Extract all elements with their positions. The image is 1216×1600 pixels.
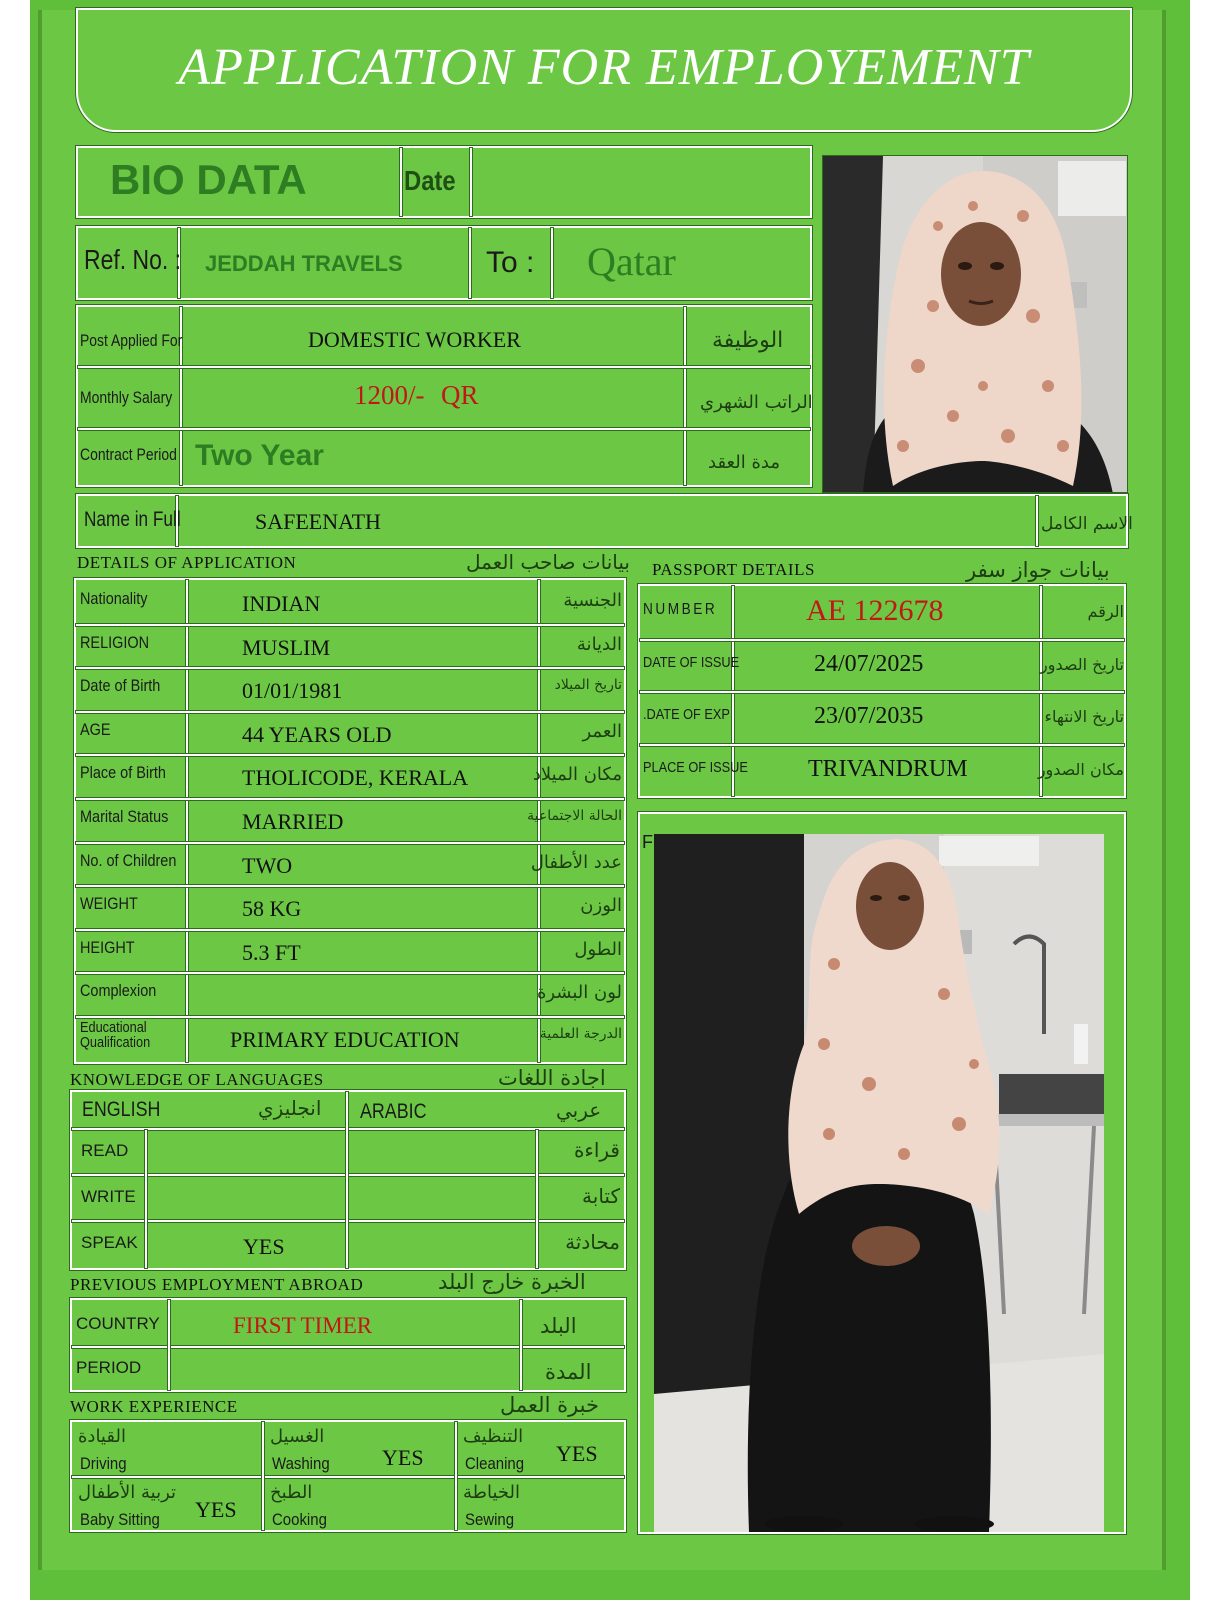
application-field-value: 58 KG <box>242 896 302 922</box>
language-english-value: YES <box>243 1234 285 1259</box>
divider <box>76 885 624 887</box>
divider <box>346 1092 348 1268</box>
divider <box>76 972 624 974</box>
post-value: DOMESTIC WORKER <box>308 327 521 352</box>
application-field-value: INDIAN <box>242 591 321 616</box>
divider <box>72 1346 624 1348</box>
divider <box>551 228 553 298</box>
english-label-ar: انجليزي <box>258 1096 322 1120</box>
application-field-label: RELIGION <box>80 632 150 652</box>
divider <box>72 1476 624 1478</box>
passport-field-label: PLACE OF ISSUE <box>643 758 748 776</box>
post-label-ar: الوظيفة <box>712 328 784 353</box>
divider <box>76 842 624 844</box>
to-label: To : <box>486 246 535 279</box>
language-skill-label-ar: كتابة <box>582 1184 620 1208</box>
divider <box>640 744 1124 746</box>
application-field-label-ar: تاريخ الميلاد <box>554 677 622 694</box>
application-field-value: 44 YEARS OLD <box>242 721 392 747</box>
application-field-value: PRIMARY EDUCATION <box>230 1027 460 1052</box>
divider <box>72 1174 624 1176</box>
application-field-label: Nationality <box>80 589 148 608</box>
salary-label-ar: الراتب الشهري <box>700 392 813 413</box>
application-field-label-ar: لون البشرة <box>536 982 622 1004</box>
passport-field-label: NUMBER <box>643 601 718 618</box>
work-skill-label-ar: تربية الأطفال <box>78 1482 177 1503</box>
date-label: Date <box>404 165 456 196</box>
passport-field-label-ar: تاريخ الصدور <box>1040 654 1124 674</box>
language-skill-label-ar: محادثة <box>565 1230 620 1254</box>
divider <box>72 1128 624 1130</box>
application-field-label-ar: العمر <box>582 720 622 742</box>
application-field-label: AGE <box>80 719 111 739</box>
application-field-label-ar: الجنسية <box>563 590 622 611</box>
work-skill-label-ar: الخياطة <box>463 1482 520 1503</box>
languages-heading: KNOWLEDGE OF LANGUAGES <box>70 1070 324 1089</box>
arabic-label: ARABIC <box>360 1100 427 1123</box>
divider <box>76 624 624 626</box>
application-field-value: TWO <box>242 852 293 878</box>
salary-amount: 1200/- <box>354 380 425 410</box>
passport-field-value: 24/07/2025 <box>814 650 924 677</box>
work-skill-value: YES <box>556 1441 598 1466</box>
divider <box>684 307 686 485</box>
divider <box>76 929 624 931</box>
period-label: PERIOD <box>76 1358 142 1377</box>
divider <box>76 667 624 669</box>
application-field-label-ar: عدد الأطفال <box>530 851 622 873</box>
salary-currency: QR <box>441 380 479 410</box>
period-label-ar: المدة <box>545 1360 592 1384</box>
work-experience-heading: WORK EXPERIENCE <box>70 1397 238 1416</box>
divider <box>470 148 472 216</box>
contract-label-ar: مدة العقد <box>708 452 780 473</box>
country-label-ar: البلد <box>540 1314 577 1338</box>
application-field-value: 5.3 FT <box>242 939 301 965</box>
passport-field-value: TRIVANDRUM <box>808 755 968 782</box>
application-field-label: Marital Status <box>80 807 169 826</box>
divider <box>168 1300 170 1390</box>
divider <box>78 428 810 430</box>
work-skill-label: Cooking <box>272 1510 327 1529</box>
to-value: Qatar <box>587 239 676 284</box>
divider <box>76 1016 624 1018</box>
work-skill-label: Sewing <box>465 1510 515 1529</box>
work-skill-label-ar: التنظيف <box>463 1426 524 1447</box>
languages-heading-ar: اجادة اللغات <box>498 1066 606 1090</box>
work-experience-heading-ar: خبرة العمل <box>500 1393 599 1417</box>
application-field-label-ar: الوزن <box>580 895 622 917</box>
date-field[interactable] <box>476 168 806 198</box>
application-field-value: THOLICODE, KERALA <box>242 765 469 791</box>
ref-box <box>76 226 812 300</box>
divider <box>1036 496 1038 546</box>
divider <box>640 691 1124 693</box>
application-field-label: HEIGHT <box>80 937 135 957</box>
divider <box>145 1130 147 1268</box>
work-skill-value: YES <box>195 1497 237 1522</box>
language-skill-label: SPEAK <box>81 1233 138 1252</box>
divider <box>455 1422 457 1530</box>
divider <box>536 1130 538 1268</box>
application-field-label: No. of Children <box>80 850 177 870</box>
work-skill-label-ar: الطبخ <box>270 1482 313 1503</box>
name-label: Name in Full <box>84 508 181 531</box>
application-field-label-ar: الديانة <box>576 633 622 655</box>
passport-field-label-ar: تاريخ الانتهاء <box>1044 707 1124 726</box>
application-field-label-ar: الحالة الاجتماعية <box>527 808 622 824</box>
passport-heading: PASSPORT DETAILS <box>652 560 815 579</box>
divider <box>640 639 1124 641</box>
name-label-ar: الاسم الكامل <box>1041 514 1133 534</box>
passport-field-label-ar: مكان الصدور <box>1037 759 1124 779</box>
work-skill-label-ar: القيادة <box>78 1426 126 1447</box>
salary-label: Monthly Salary <box>80 388 173 407</box>
ref-label: Ref. No. : <box>84 244 181 275</box>
application-field-value: MUSLIM <box>242 634 331 660</box>
name-value: SAFEENATH <box>255 509 381 534</box>
passport-field-value: 23/07/2035 <box>814 703 924 729</box>
divider <box>72 1220 624 1222</box>
language-skill-label: READ <box>81 1141 129 1160</box>
passport-field-label: DATE OF ISSUE <box>643 653 740 671</box>
application-field-label: Complexion <box>80 981 157 1001</box>
form-title: APPLICATION FOR EMPLOYEMENT <box>178 39 1030 96</box>
bio-data-label: BIO DATA <box>110 156 307 203</box>
work-skill-label-ar: الغسيل <box>270 1426 325 1447</box>
work-skill-label: Baby Sitting <box>80 1510 160 1529</box>
work-skill-label: Driving <box>80 1454 127 1473</box>
application-field-label: Place of Birth <box>80 763 166 783</box>
application-field-value: 01/01/1981 <box>242 678 343 704</box>
previous-employment-heading: PREVIOUS EMPLOYMENT ABROAD <box>70 1275 364 1294</box>
divider <box>520 1300 522 1390</box>
divider <box>76 711 624 713</box>
application-field-label: Date of Birth <box>80 676 161 696</box>
applicant-photo-full <box>654 834 1104 1532</box>
passport-heading-ar: بيانات جواز سفر <box>966 558 1110 582</box>
application-field-label: WEIGHT <box>80 894 138 914</box>
work-skill-label: Washing <box>272 1454 330 1473</box>
application-field-label-ar: الدرجة العلمية <box>539 1026 622 1042</box>
country-value: FIRST TIMER <box>233 1313 373 1338</box>
divider <box>78 366 810 368</box>
divider <box>469 228 471 298</box>
arabic-label-ar: عربي <box>556 1098 602 1122</box>
application-field-value: MARRIED <box>242 809 344 834</box>
passport-field-label: .DATE OF EXP <box>643 706 730 723</box>
work-skill-value: YES <box>382 1445 424 1470</box>
language-skill-label: WRITE <box>81 1187 136 1206</box>
passport-field-label-ar: الرقم <box>1087 602 1124 621</box>
application-field-label-ar: مكان الميلاد <box>532 764 622 786</box>
photo-corner-letter: F <box>642 832 653 852</box>
applicant-photo-portrait <box>822 155 1128 493</box>
contract-label: Contract Period <box>80 445 177 464</box>
application-field-label: Educational Qualification <box>80 1019 151 1051</box>
contract-value: Two Year <box>195 439 324 472</box>
divider <box>262 1422 264 1530</box>
ref-value: JEDDAH TRAVELS <box>205 251 403 276</box>
application-field-label-ar: الطول <box>574 938 622 960</box>
language-skill-label-ar: قراءة <box>573 1138 620 1162</box>
english-label: ENGLISH <box>82 1098 161 1121</box>
previous-employment-heading-ar: الخبرة خارج البلد <box>438 1270 586 1294</box>
name-box <box>76 494 1128 548</box>
passport-field-value: AE 122678 <box>806 594 944 627</box>
post-label: Post Applied For <box>80 331 183 350</box>
divider <box>400 148 402 216</box>
country-label: COUNTRY <box>76 1314 160 1333</box>
application-heading-ar: بيانات صاحب العمل <box>466 550 630 574</box>
application-heading: DETAILS OF APPLICATION <box>77 553 297 572</box>
work-skill-label: Cleaning <box>465 1454 525 1473</box>
divider <box>76 754 624 756</box>
divider <box>76 798 624 800</box>
